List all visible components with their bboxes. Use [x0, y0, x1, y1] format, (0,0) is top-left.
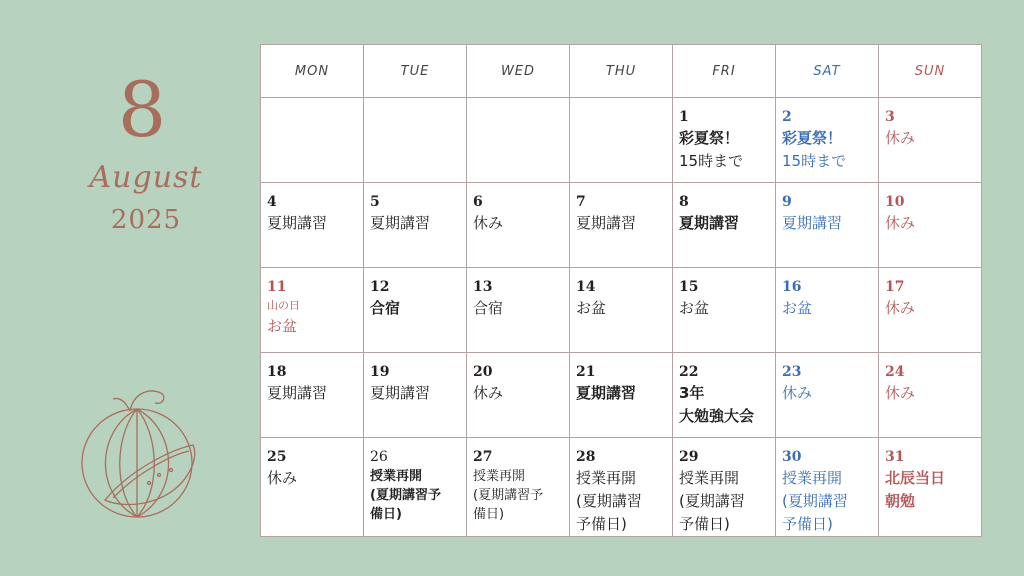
- day-event: 授業再開: [782, 469, 843, 487]
- day-event-detail: 予備日): [679, 515, 730, 533]
- day-event: 合宿: [370, 299, 401, 317]
- day-event: 彩夏祭！: [679, 129, 740, 147]
- day-cell-7: [570, 183, 673, 268]
- day-number: 10: [885, 194, 905, 210]
- day-number: 31: [885, 449, 905, 465]
- day-event-detail: 大勉強大会: [679, 407, 755, 425]
- day-cell-22: [673, 353, 776, 438]
- day-number: 30: [782, 449, 802, 465]
- day-event: 合宿: [473, 299, 504, 317]
- calendar-grid: [260, 44, 982, 537]
- day-event: 授業再開: [679, 469, 740, 487]
- day-cell-4: [261, 183, 364, 268]
- day-event-detail: (夏期講習予: [370, 488, 441, 503]
- day-number: 17: [885, 279, 905, 295]
- day-number: 8: [679, 194, 689, 210]
- day-event: 授業再開: [576, 469, 637, 487]
- day-cell-18: [261, 353, 364, 438]
- day-event: お盆: [267, 317, 298, 335]
- empty-cell: [261, 98, 364, 183]
- weekday-tue: TUE: [364, 45, 467, 98]
- side-panel: [0, 0, 260, 576]
- day-cell-1: [673, 98, 776, 183]
- week-row: [261, 268, 982, 353]
- day-cell-3: [879, 98, 982, 183]
- day-event: 彩夏祭！: [782, 129, 843, 147]
- day-event: 授業再開: [473, 469, 526, 484]
- day-event: 休み: [885, 129, 916, 147]
- day-event: 夏期講習: [370, 384, 431, 402]
- day-number: 4: [267, 194, 277, 210]
- day-cell-19: [364, 353, 467, 438]
- day-number: 3: [885, 109, 895, 125]
- day-number: 22: [679, 364, 699, 380]
- day-event: 夏期講習: [267, 384, 328, 402]
- day-cell-2: [776, 98, 879, 183]
- day-number: 23: [782, 364, 802, 380]
- day-event: 休み: [885, 214, 916, 232]
- day-cell-12: [364, 268, 467, 353]
- week-row: [261, 183, 982, 268]
- day-number: 14: [576, 279, 596, 295]
- day-event: 休み: [782, 384, 813, 402]
- day-number: 7: [576, 194, 586, 210]
- day-number: 20: [473, 364, 493, 380]
- day-event: お盆: [679, 299, 710, 317]
- month-number: 8: [117, 65, 167, 154]
- day-event: 夏期講習: [267, 214, 328, 232]
- day-cell-14: [570, 268, 673, 353]
- day-event-detail: (夏期講習: [679, 492, 745, 510]
- day-cell-25: [261, 438, 364, 537]
- empty-cell: [570, 98, 673, 183]
- day-cell-16: [776, 268, 879, 353]
- day-event: お盆: [782, 299, 813, 317]
- day-cell-13: [467, 268, 570, 353]
- day-event: お盆: [576, 299, 607, 317]
- day-event: 休み: [473, 384, 504, 402]
- day-number: 11: [267, 279, 287, 295]
- week-row: [261, 98, 982, 183]
- day-cell-28: [570, 438, 673, 537]
- day-event-detail: (夏期講習予: [473, 488, 544, 503]
- day-event-detail: 予備日): [782, 515, 833, 533]
- day-number: 12: [370, 279, 390, 295]
- day-event-detail: 15時まで: [679, 152, 744, 170]
- weekday-sun: SUN: [879, 45, 982, 98]
- day-event: 休み: [885, 299, 916, 317]
- day-cell-6: [467, 183, 570, 268]
- day-event: 休み: [267, 469, 298, 487]
- day-cell-10: [879, 183, 982, 268]
- day-number: 18: [267, 364, 287, 380]
- weekday-thu: THU: [570, 45, 673, 98]
- day-number: 25: [267, 449, 287, 465]
- day-event: 休み: [473, 214, 504, 232]
- day-cell-9: [776, 183, 879, 268]
- day-event-detail: 備日): [473, 507, 505, 522]
- day-number: 9: [782, 194, 792, 210]
- day-event: 北辰当日: [885, 469, 946, 487]
- day-number: 26: [370, 449, 388, 465]
- weekday-wed: WED: [467, 45, 570, 98]
- day-cell-5: [364, 183, 467, 268]
- day-number: 29: [679, 449, 699, 465]
- day-number: 1: [679, 109, 689, 125]
- day-number: 21: [576, 364, 596, 380]
- day-number: 28: [576, 449, 596, 465]
- week-row: [261, 438, 982, 537]
- day-event: 夏期講習: [782, 214, 843, 232]
- day-cell-21: [570, 353, 673, 438]
- week-row: [261, 353, 982, 438]
- weekday-mon: MON: [261, 45, 364, 98]
- day-cell-29: [673, 438, 776, 537]
- day-event-detail: (夏期講習: [576, 492, 642, 510]
- day-cell-15: [673, 268, 776, 353]
- day-number: 24: [885, 364, 905, 380]
- day-event-detail: (夏期講習: [782, 492, 848, 510]
- day-event: 3年: [679, 384, 705, 402]
- day-number: 2: [782, 109, 792, 125]
- day-number: 5: [370, 194, 380, 210]
- day-event: 夏期講習: [576, 384, 637, 402]
- day-event: 夏期講習: [679, 214, 740, 232]
- day-event-detail: 朝勉: [885, 492, 916, 510]
- day-cell-24: [879, 353, 982, 438]
- day-cell-30: [776, 438, 879, 537]
- day-event: 夏期講習: [576, 214, 637, 232]
- day-event-detail: 15時まで: [782, 152, 847, 170]
- day-cell-11: [261, 268, 364, 353]
- day-event: 授業再開: [370, 469, 423, 484]
- day-event-detail: 予備日): [576, 515, 627, 533]
- weekday-header-row: [261, 45, 982, 98]
- year: 2025: [110, 205, 182, 235]
- month-name: August: [89, 160, 203, 195]
- day-cell-23: [776, 353, 879, 438]
- holiday-label: 山の日: [267, 299, 300, 312]
- empty-cell: [467, 98, 570, 183]
- day-cell-20: [467, 353, 570, 438]
- day-number: 6: [473, 194, 483, 210]
- day-number: 16: [782, 279, 802, 295]
- day-cell-8: [673, 183, 776, 268]
- day-number: 27: [473, 449, 493, 465]
- day-event: 夏期講習: [370, 214, 431, 232]
- empty-cell: [364, 98, 467, 183]
- day-event-detail: 備日): [370, 507, 402, 522]
- day-cell-26: [364, 438, 467, 537]
- day-number: 13: [473, 279, 493, 295]
- day-number: 15: [679, 279, 699, 295]
- weekday-sat: SAT: [776, 45, 879, 98]
- watermelon-icon: [75, 375, 215, 525]
- day-cell-17: [879, 268, 982, 353]
- day-event: 休み: [885, 384, 916, 402]
- day-cell-27: [467, 438, 570, 537]
- day-number: 19: [370, 364, 390, 380]
- day-cell-31: [879, 438, 982, 537]
- weekday-fri: FRI: [673, 45, 776, 98]
